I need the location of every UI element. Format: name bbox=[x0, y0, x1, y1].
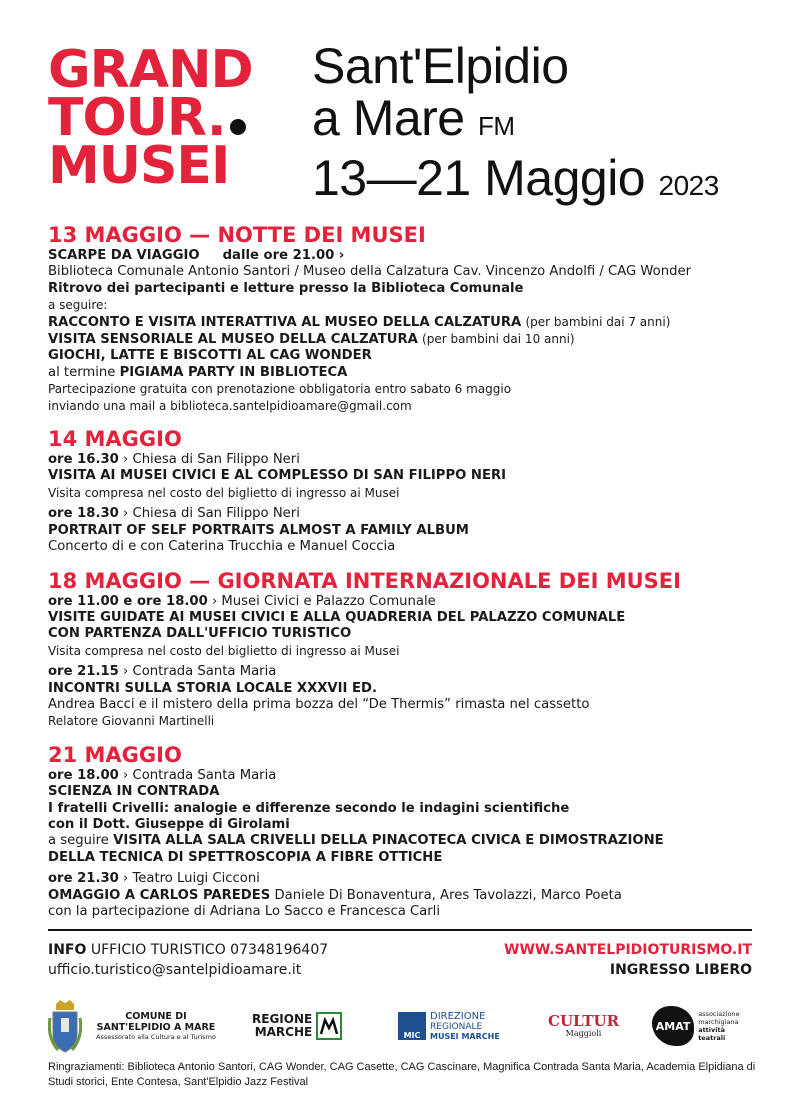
regione-line1: REGIONE bbox=[252, 1012, 313, 1026]
event-title-line: CON PARTENZA DALL'UFFICIO TURISTICO bbox=[48, 626, 352, 642]
program bbox=[48, 218, 758, 920]
event-note: Relatore Giovanni Martinelli bbox=[48, 714, 215, 729]
section-heading-18-maggio: 18 MAGGIO — GIORNATA INTERNAZIONALE DEI MUSEI bbox=[48, 568, 681, 593]
event-title-line: VISITA AI MUSEI CIVICI E AL COMPLESSO DI SAN FILIPPO NERI bbox=[48, 468, 507, 484]
event-title-line: INCONTRI SULLA STORIA LOCALE XXXVII ED. bbox=[48, 680, 377, 696]
cultura-maggioli-logo bbox=[548, 995, 619, 1057]
event-title-line: VISITE GUIDATE AI MUSEI CIVICI E ALLA QUADRERIA DEL PALAZZO COMUNALE bbox=[48, 609, 626, 625]
website-link[interactable]: WWW.SANTELPIDIOTURISMO.IT bbox=[504, 942, 752, 958]
event-note: Visita compresa nel costo del biglietto di ingresso ai Musei bbox=[48, 643, 400, 658]
info-email[interactable]: ufficio.turistico@santelpidioamare.it bbox=[48, 962, 302, 978]
event-time-place: ore 11.00 e ore 18.00 › Musei Civici e Palazzo Comunale bbox=[48, 593, 436, 609]
event-title-line: DELLA TECNICA DI SPETTROSCOPIA A FIBRE OTTICHE bbox=[48, 849, 443, 865]
event-note: Visita compresa nel costo del biglietto di ingresso ai Musei bbox=[48, 485, 400, 500]
event-title bbox=[312, 40, 719, 212]
logo-line-2: TOUR. bbox=[48, 94, 268, 142]
regione-marche-logo bbox=[252, 995, 342, 1057]
amat-logo bbox=[652, 995, 752, 1057]
section-heading-14-maggio: 14 MAGGIO bbox=[48, 427, 182, 452]
event-time-place: ore 16.30 › Chiesa di San Filippo Neri bbox=[48, 452, 300, 468]
event-time-place: ore 18.30 › Chiesa di San Filippo Neri bbox=[48, 506, 300, 522]
comune-logo bbox=[48, 995, 216, 1057]
booking-note: inviando una mail a biblioteca.santelpidioamare@gmail.com bbox=[48, 398, 412, 413]
section-heading-21-maggio: 21 MAGGIO bbox=[48, 742, 182, 767]
cultur-mark: CULTUR bbox=[548, 1012, 620, 1030]
event-title-line: SCIENZA IN CONTRADA bbox=[48, 784, 220, 800]
comune-line2: SANT'ELPIDIO A MARE bbox=[96, 1022, 216, 1033]
program-line: RACCONTO E VISITA INTERATTIVA AL MUSEO DELLA CALZATURA (per bambini dai 7 anni) bbox=[48, 314, 671, 330]
section-heading-13-maggio: 13 MAGGIO — NOTTE DEI MUSEI bbox=[48, 223, 426, 247]
event-note: Concerto di e con Caterina Trucchia e Manuel Coccia bbox=[48, 539, 396, 555]
dir-line3: MUSEI MARCHE bbox=[430, 1032, 500, 1041]
info-phone: INFO UFFICIO TURISTICO 07348196407 bbox=[48, 942, 329, 958]
event-year: 2023 bbox=[658, 170, 719, 201]
direzione-musei-logo bbox=[398, 995, 500, 1057]
amat-line3: attività teatrali bbox=[698, 1026, 726, 1042]
program-line: al termine PIGIAMA PARTY IN BIBLIOTECA bbox=[48, 364, 348, 380]
province-fm: FM bbox=[478, 111, 515, 141]
event-subtitle: con la partecipazione di Adriana Lo Sacco e Francesca Carli bbox=[48, 904, 441, 919]
program-line: Ritrovo dei partecipanti e letture presso la Biblioteca Comunale bbox=[48, 280, 524, 296]
comune-line3: Assessorato alla Cultura e al Turismo bbox=[96, 1033, 216, 1041]
event-time-place: ore 18.00 › Contrada Santa Maria bbox=[48, 767, 277, 783]
footer-divider bbox=[48, 929, 752, 931]
amat-line2: marchigiana bbox=[698, 1018, 739, 1026]
maggioli-mark: Maggioli bbox=[565, 1029, 602, 1038]
coat-of-arms-icon bbox=[48, 998, 82, 1054]
program-line: VISITA SENSORIALE AL MUSEO DELLA CALZATURA (per bambini dai 10 anni) bbox=[48, 332, 575, 348]
booking-note: Partecipazione gratuita con prenotazione obbligatoria entro sabato 6 maggio bbox=[48, 382, 512, 397]
logo-line-1: GRAND bbox=[48, 40, 253, 100]
event-subtitle: Andrea Bacci e il mistero della prima bozza del “De Thermis” rimasta nel cassetto bbox=[48, 696, 590, 712]
mic-icon: MIC bbox=[398, 1012, 426, 1040]
event-title-line: a seguire VISITA ALLA SALA CRIVELLI DELLA PINACOTECA CIVICA E DIMOSTRAZIONE bbox=[48, 833, 664, 849]
town-line-2: a Mare FM bbox=[312, 90, 515, 146]
program-line: a seguire: bbox=[48, 298, 108, 313]
amat-line1: associazione bbox=[698, 1010, 740, 1018]
dir-line2: REGIONALE bbox=[430, 1022, 483, 1032]
regione-emblem-icon bbox=[316, 1012, 342, 1040]
program-line: GIOCHI, LATTE E BISCOTTI AL CAG WONDER bbox=[48, 348, 372, 364]
event-title-line: con il Dott. Giuseppe di Girolami bbox=[48, 816, 290, 832]
event-title-line: OMAGGIO A CARLOS PAREDES Daniele Di Bonaventura, Ares Tavolazzi, Marco Poeta bbox=[48, 887, 622, 903]
website-block bbox=[504, 940, 752, 980]
event-dates: 13—21 Maggio 2023 bbox=[312, 150, 719, 206]
amat-splash-icon: AMAT bbox=[652, 1006, 694, 1046]
acknowledgements: Ringraziamenti: Biblioteca Antonio Santori, CAG Wonder, CAG Casette, CAG Cascinare, Magnifica Contrada Santa Maria, Academia Elpidiana di Studi storici, Ente Contesa, Sant'Elpidio Jazz Festival bbox=[48, 1061, 756, 1088]
event-time-place: ore 21.15 › Contrada Santa Maria bbox=[48, 664, 277, 680]
town-line-1: Sant'Elpidio bbox=[312, 38, 569, 94]
logo-dot bbox=[230, 119, 246, 135]
dir-line1: DIREZIONE bbox=[430, 1011, 486, 1022]
event-time-place: ore 21.30 › Teatro Luigi Cicconi bbox=[48, 871, 260, 887]
logo-line-3: MUSEI bbox=[48, 136, 230, 196]
info-block bbox=[48, 940, 328, 980]
venue-line: Biblioteca Comunale Antonio Santori / Museo della Calzatura Cav. Vincenzo Andolfi / CAG Wonder bbox=[48, 264, 692, 280]
event-title-line: SCARPE DA VIAGGIO dalle ore 21.00 › bbox=[48, 248, 345, 263]
regione-line2: MARCHE bbox=[254, 1025, 313, 1039]
comune-line1: COMUNE DI bbox=[125, 1011, 187, 1022]
event-title-line: PORTRAIT OF SELF PORTRAITS ALMOST A FAMILY ALBUM bbox=[48, 522, 469, 538]
entry-free: INGRESSO LIBERO bbox=[609, 962, 752, 978]
event-title-line: I fratelli Crivelli: analogie e differenze secondo le indagini scientifiche bbox=[48, 800, 570, 816]
sponsor-logos bbox=[48, 995, 752, 1057]
grand-tour-musei-logo bbox=[48, 40, 268, 196]
